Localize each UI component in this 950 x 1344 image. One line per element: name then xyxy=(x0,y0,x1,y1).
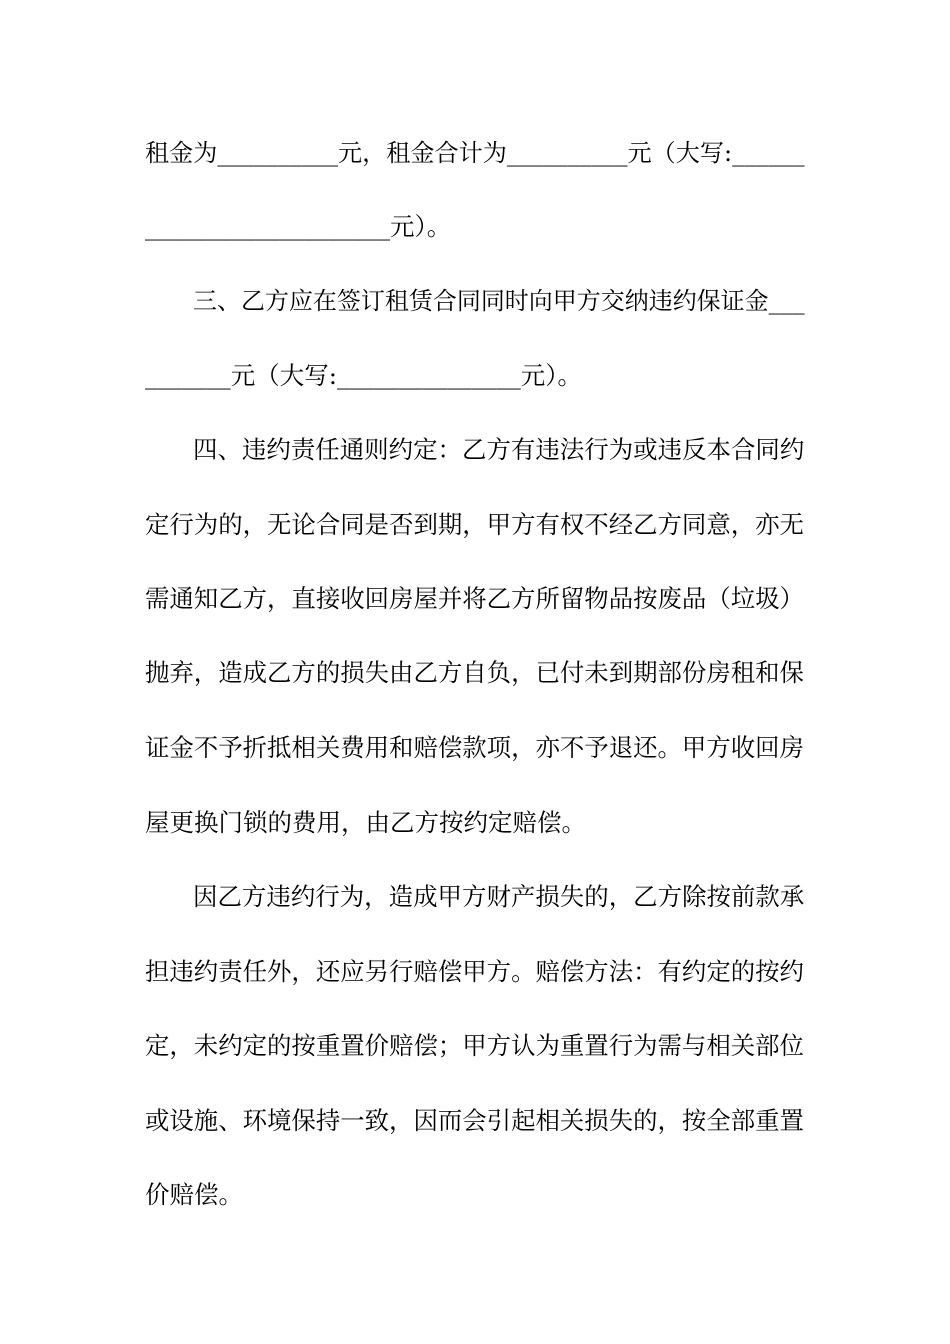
text-line-paragraph-end: 价赔偿。 xyxy=(145,1180,243,1209)
text-line-rent-amount: 租金为__________元，租金合计为__________元（大写:______ xyxy=(145,139,805,167)
text-line-paragraph: 证金不予折抵相关费用和赔偿款项，亦不予退还。甲方收回房 xyxy=(145,733,804,762)
text-line-paragraph: 或设施、环境保持一致，因而会引起相关损失的，按全部重置 xyxy=(145,1106,804,1135)
text-line-deposit-amount: _______元（大写:_______________元）。 xyxy=(145,361,583,390)
text-line-paragraph: 定，未约定的按重置价赔偿；甲方认为重置行为需与相关部位 xyxy=(145,1031,804,1060)
text-line-paragraph: 需通知乙方，直接收回房屋并将乙方所留物品按废品（垃圾） xyxy=(145,584,804,613)
text-line-paragraph: 抛弃，造成乙方的损失由乙方自负，已付未到期部份房租和保 xyxy=(145,658,804,687)
text-line-paragraph: 担违约责任外，还应另行赔偿甲方。赔偿方法：有约定的按约 xyxy=(145,957,804,986)
text-line-compensation-start: 因乙方违约行为，造成甲方财产损失的，乙方除按前款承 xyxy=(193,882,805,911)
text-line-paragraph: 屋更换门锁的费用，由乙方按约定赔偿。 xyxy=(145,808,586,837)
text-line-paragraph: 定行为的，无论合同是否到期，甲方有权不经乙方同意，亦无 xyxy=(145,510,804,539)
text-line-clause-three: 三、乙方应在签订租赁合同同时向甲方交纳违约保证金___ xyxy=(193,287,805,315)
text-line-rent-capital: ____________________元）。 xyxy=(145,212,452,241)
text-line-clause-four: 四、违约责任通则约定：乙方有违法行为或违反本合同约 xyxy=(193,435,805,464)
